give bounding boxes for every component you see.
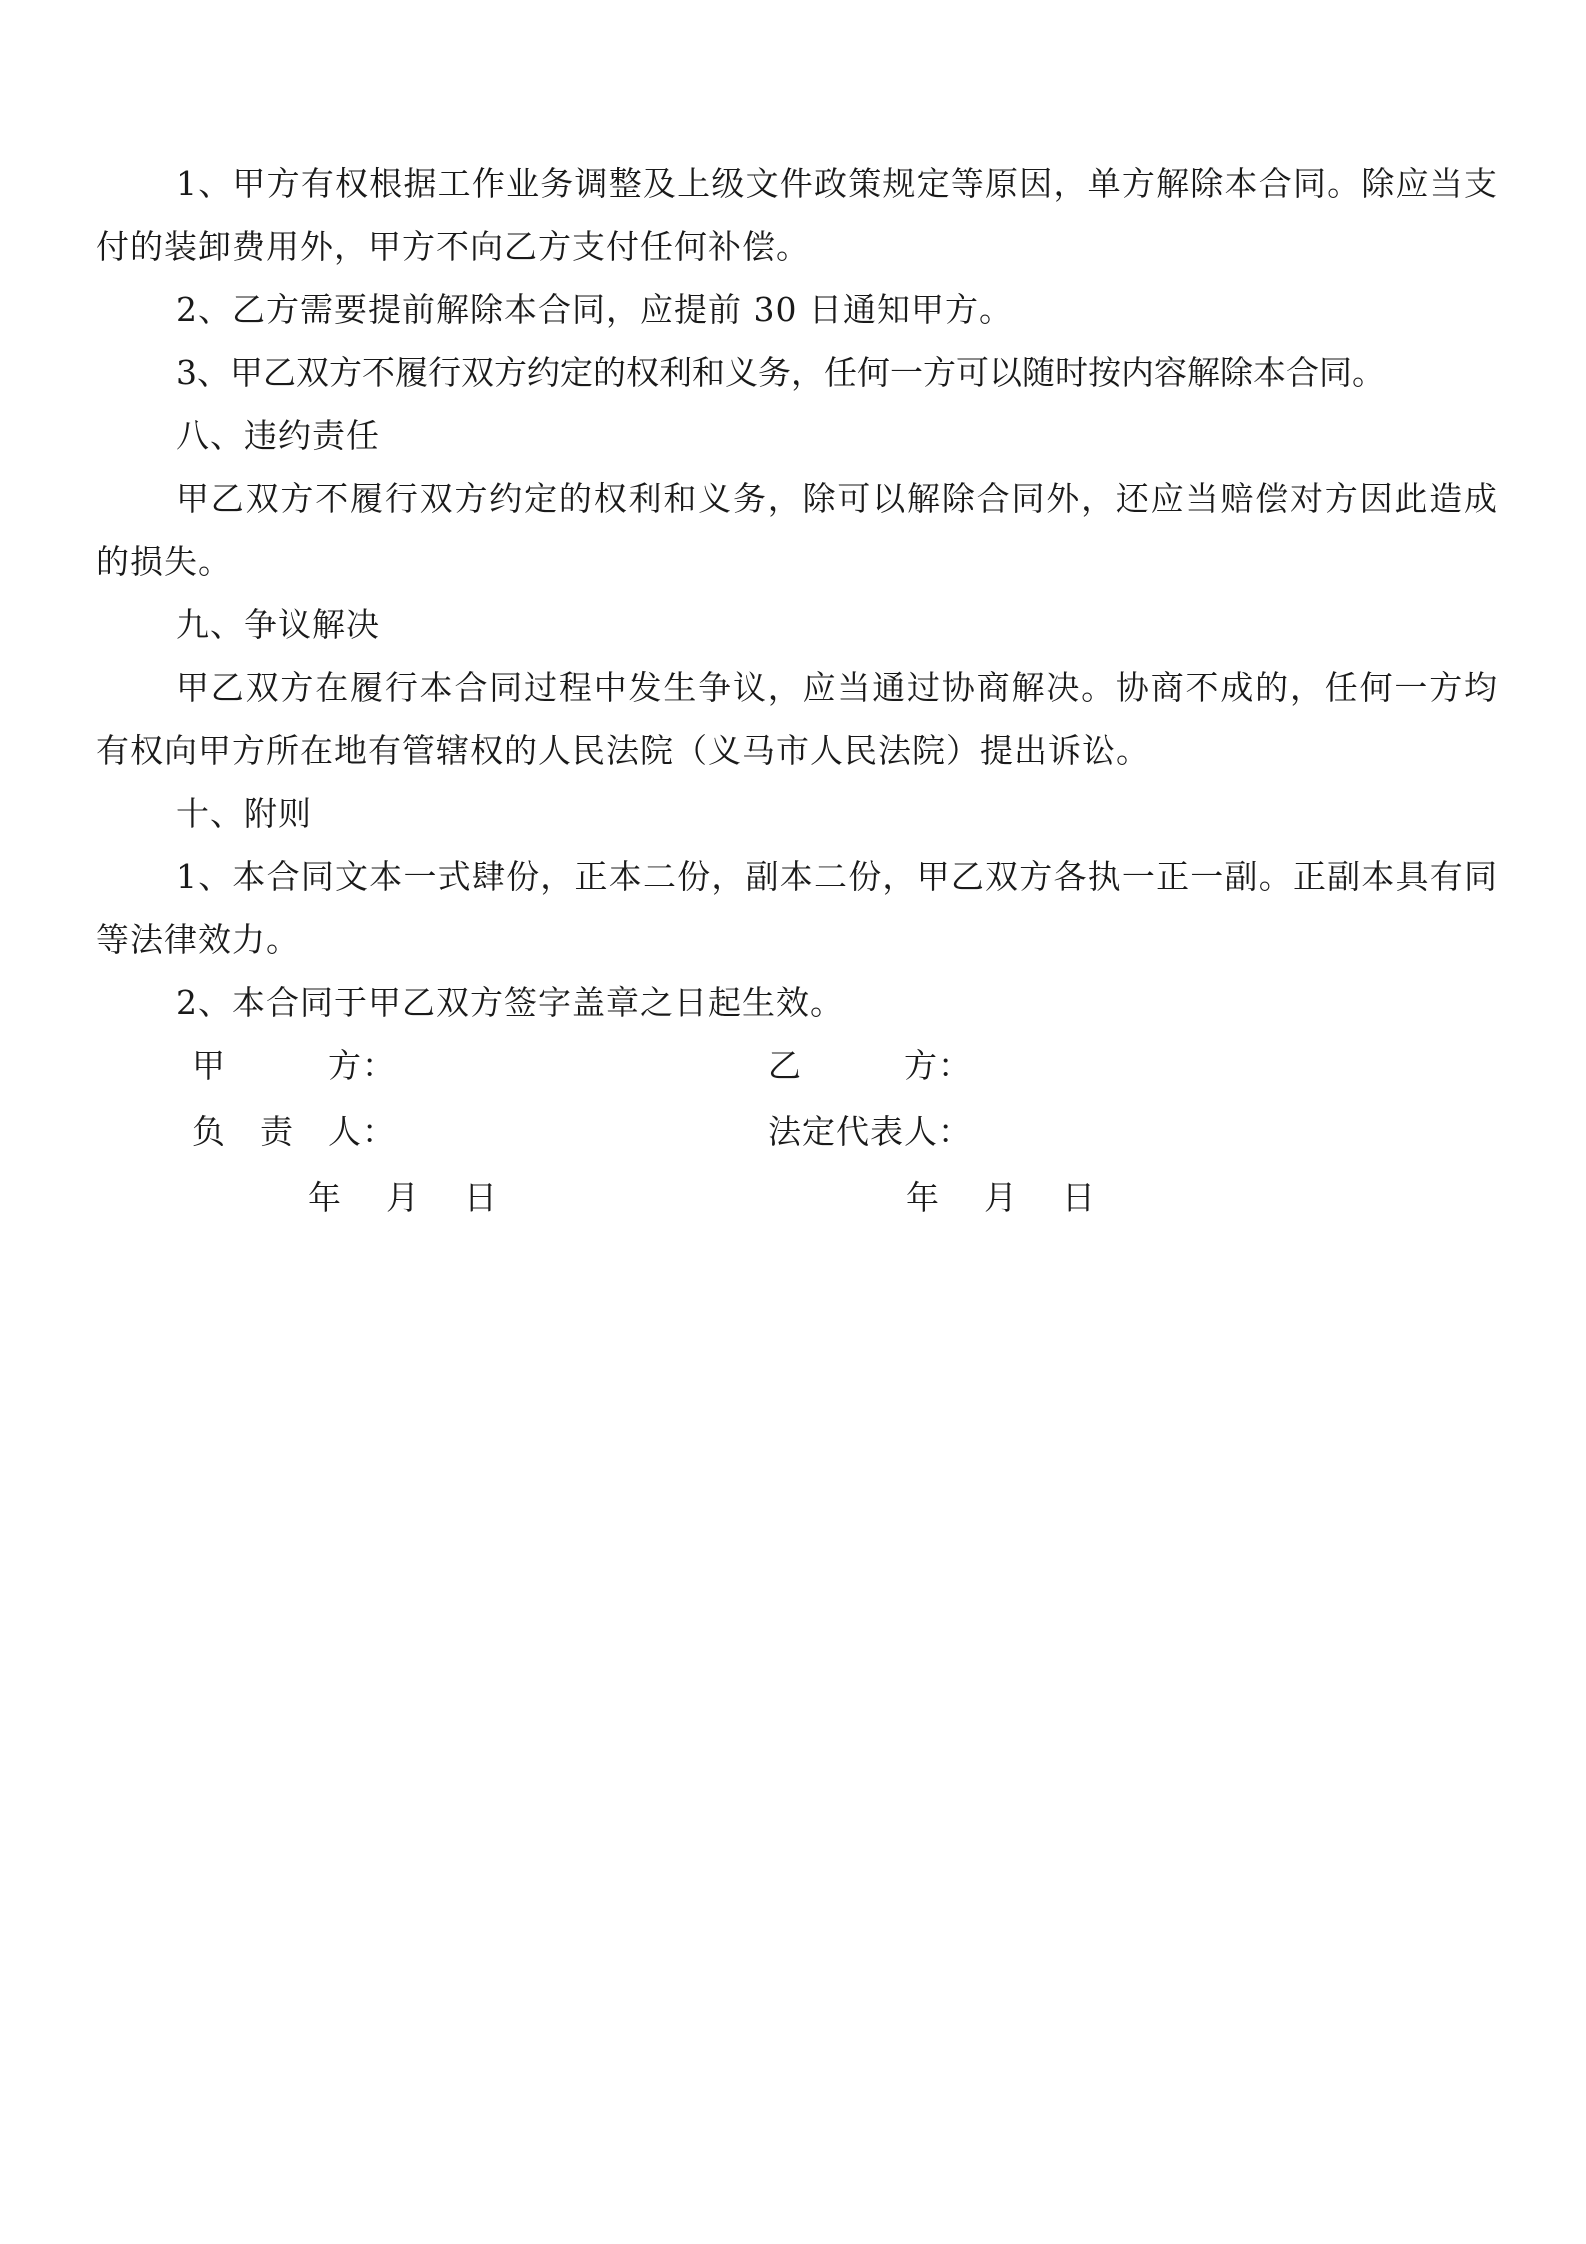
section-8-body: 甲乙双方不履行双方约定的权利和义务，除可以解除合同外，还应当赔偿对方因此造成的损失。: [96, 479, 1498, 581]
section-9-title: 九、争议解决: [176, 605, 380, 644]
contract-body: [96, 152, 1498, 1234]
section-8-title: 八、违约责任: [176, 416, 380, 455]
termination-clause-2: 2、乙方需要提前解除本合同，应提前 30 日通知甲方。: [176, 290, 1013, 329]
party-b-label: 乙 方：: [768, 1046, 972, 1085]
party-a-label: 甲 方：: [192, 1046, 396, 1085]
termination-clause-3: 3、甲乙双方不履行双方约定的权利和义务，任何一方可以随时按内容解除本合同。: [176, 353, 1385, 392]
termination-clause-1: 1、甲方有权根据工作业务调整及上级文件政策规定等原因，单方解除本合同。除应当支付的装卸费用外，甲方不向乙方支付任何补偿。: [96, 164, 1498, 266]
section-10-item-1: 1、本合同文本一式肆份，正本二份，副本二份，甲乙双方各执一正一副。正副本具有同等法律效力。: [96, 857, 1498, 959]
section-10-title: 十、附则: [176, 794, 312, 833]
party-a-rep-label: 负 责 人：: [192, 1112, 396, 1151]
section-10-item-2: 2、本合同于甲乙双方签字盖章之日起生效。: [176, 983, 844, 1022]
party-a-date: 年 月 日: [308, 1178, 503, 1217]
section-9-body: 甲乙双方在履行本合同过程中发生争议，应当通过协商解决。协商不成的，任何一方均有权向甲方所在地有管辖权的人民法院（义马市人民法院）提出诉讼。: [96, 668, 1498, 770]
party-b-rep-label: 法定代表人：: [768, 1112, 972, 1151]
signature-block: [96, 1034, 1498, 1234]
party-b-date: 年 月 日: [906, 1178, 1101, 1217]
